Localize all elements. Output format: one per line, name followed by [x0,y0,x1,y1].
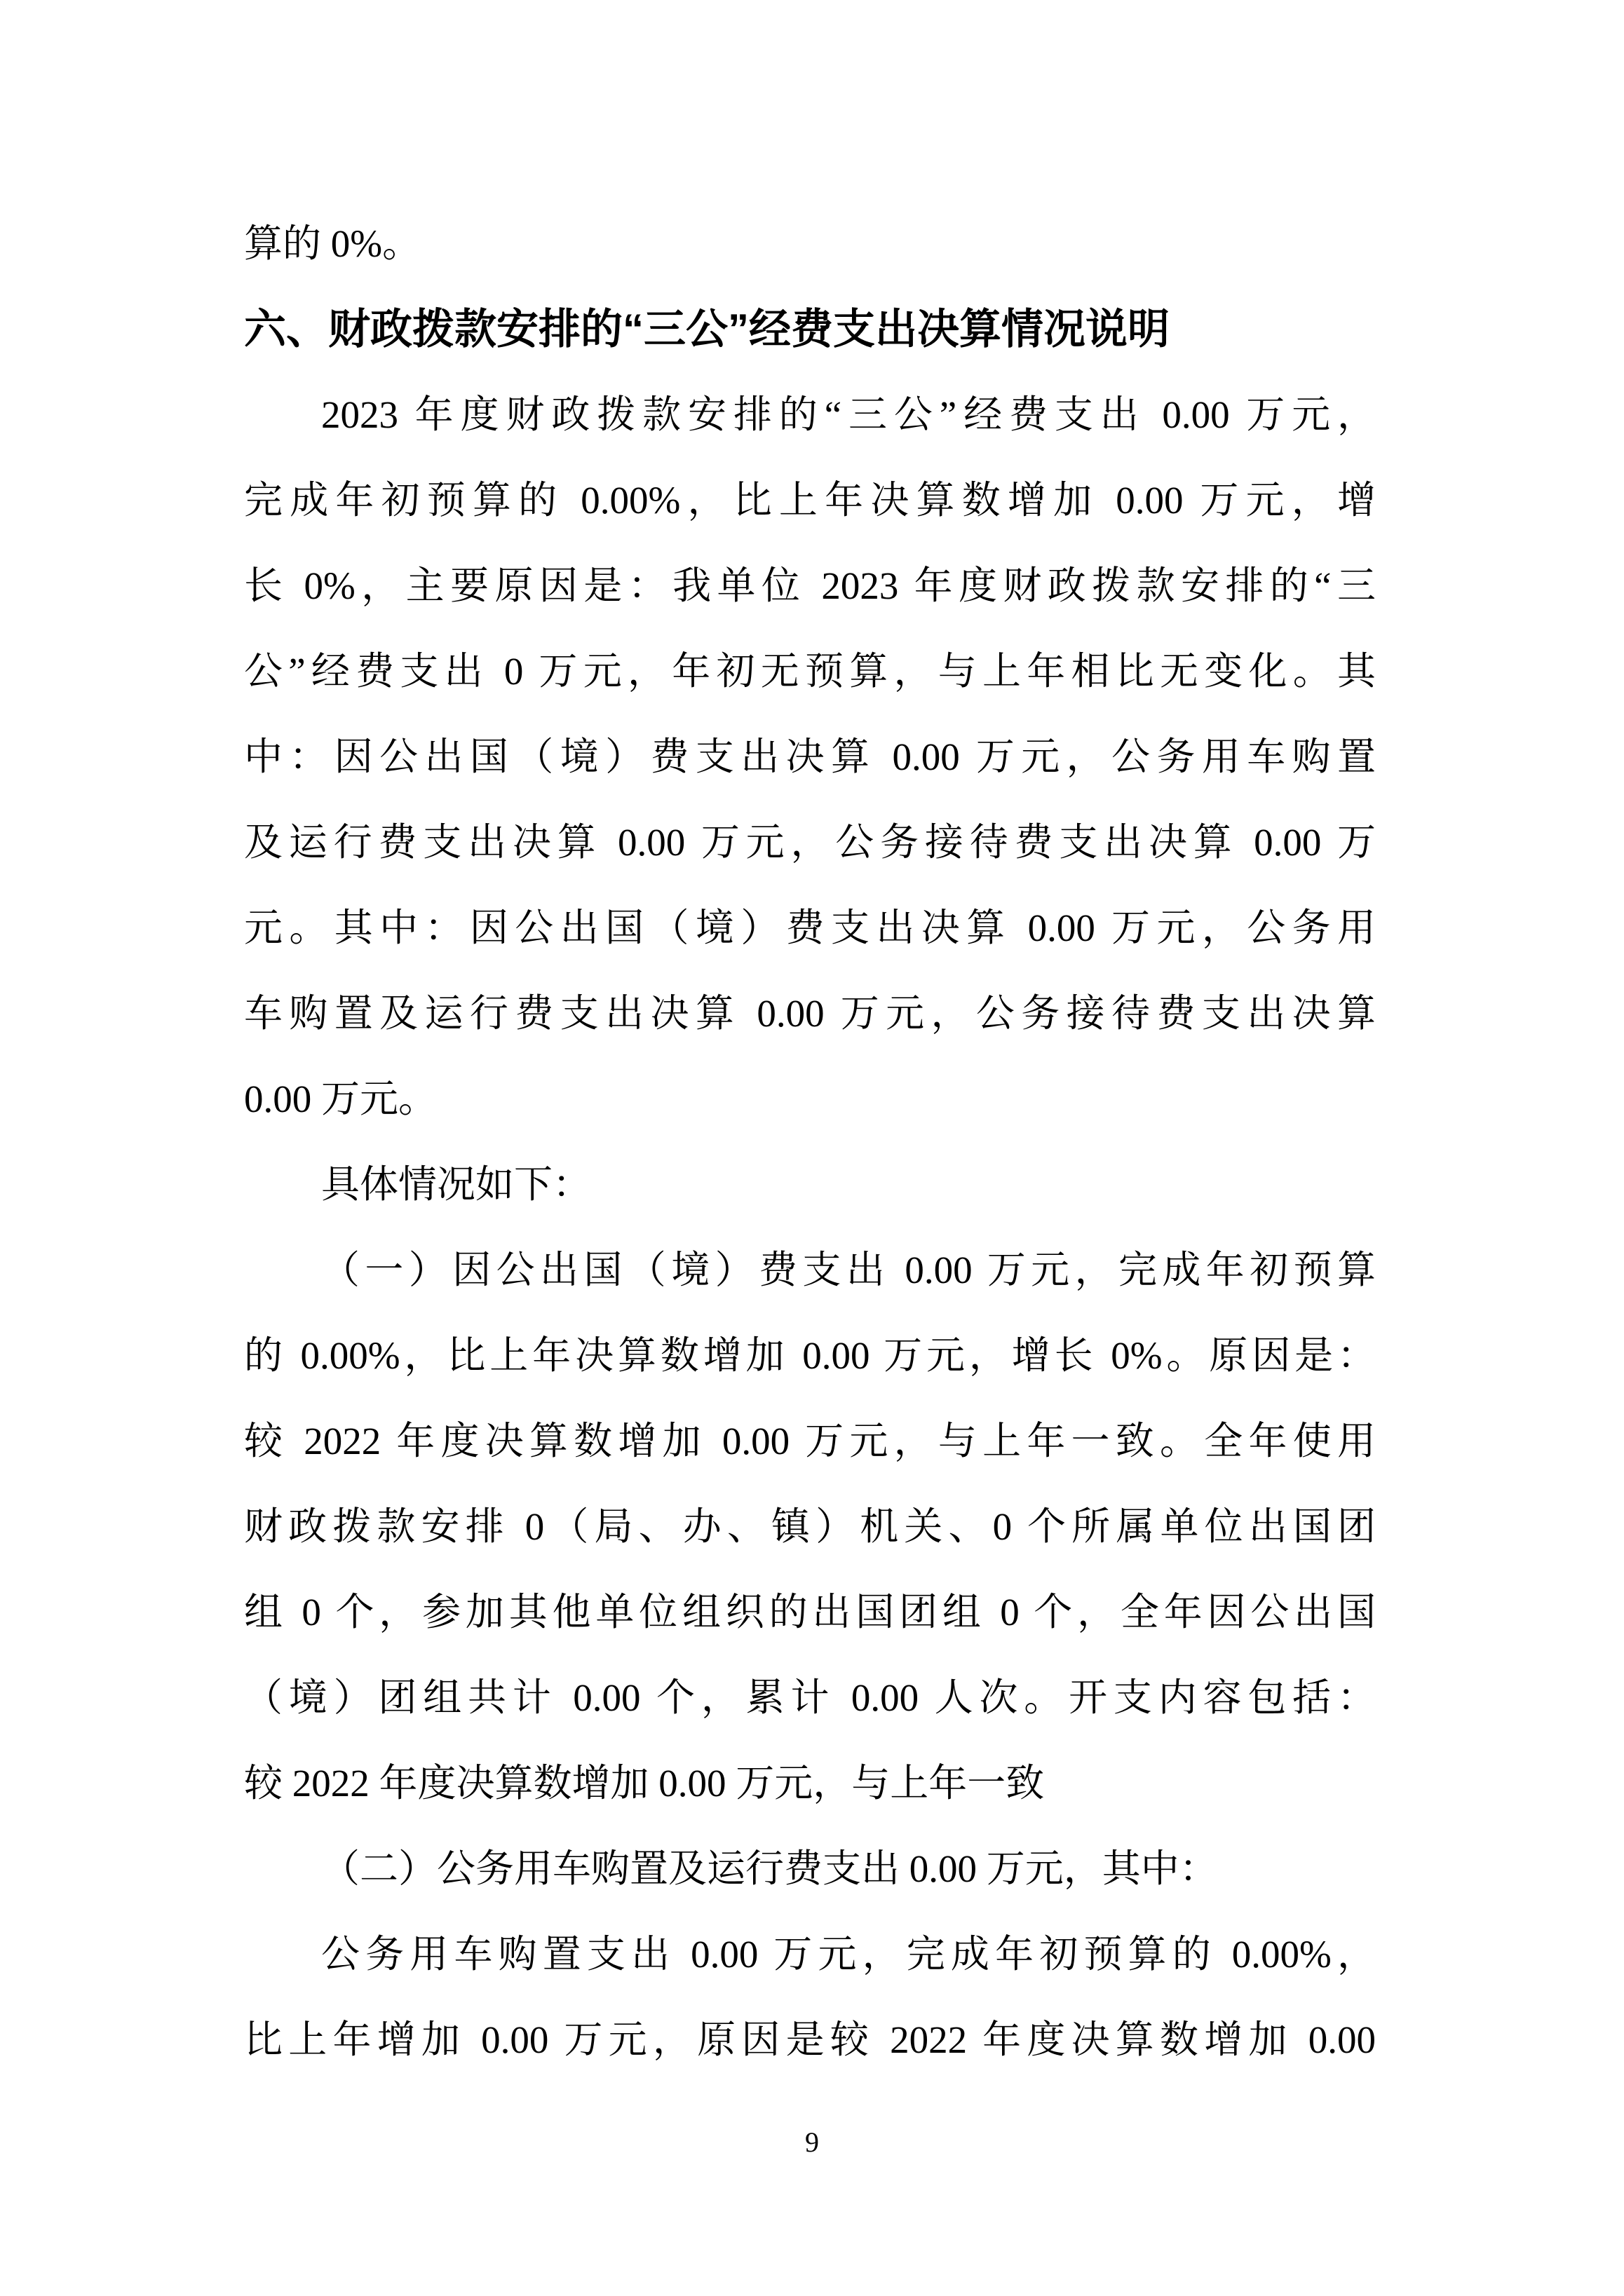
text-line: 算的 0%。 [244,222,421,265]
text-line: （境）团组共计 0.00 个，累计 0.00 人次。开支内容包括： [244,1676,1376,1719]
text-line: 较 2022 年度决算数增加 0.00 万元，与上年一致。全年使用 [244,1420,1376,1462]
text-line: 及运行费支出决算 0.00 万元，公务接待费支出决算 0.00 万 [244,821,1376,864]
text-line: 车购置及运行费支出决算 0.00 万元，公务接待费支出决算 [244,992,1376,1035]
text-line: 组 0 个，参加其他单位组织的出国团组 0 个，全年因公出国 [244,1591,1376,1633]
text-line: 公务用车购置支出 0.00 万元，完成年初预算的 0.00%， [321,1933,1376,1976]
text-line: 元。其中：因公出国（境）费支出决算 0.00 万元，公务用 [244,906,1376,949]
text-line: 完成年初预算的 0.00%，比上年决算数增加 0.00 万元，增 [244,479,1376,522]
text-line: 较 2022 年度决算数增加 0.00 万元，与上年一致 [244,1762,1045,1805]
text-line: 公”经费支出 0 万元，年初无预算，与上年相比无变化。其 [244,650,1376,693]
text-line: 的 0.00%，比上年决算数增加 0.00 万元，增长 0%。原因是： [244,1334,1376,1377]
text-line: 长 0%，主要原因是：我单位 2023 年度财政拨款安排的“三 [244,564,1376,607]
text-line: 财政拨款安排 0（局、办、镇）机关、0 个所属单位出国团 [244,1505,1376,1548]
text-line: （二）公务用车购置及运行费支出 0.00 万元，其中： [321,1847,1218,1890]
text-line: 2023 年度财政拨款安排的“三公”经费支出 0.00 万元， [321,393,1376,436]
text-line: 具体情况如下： [321,1163,592,1206]
section-heading: 六、财政拨款安排的“三公”经费支出决算情况说明 [244,306,1170,353]
text-line: （一）因公出国（境）费支出 0.00 万元，完成年初预算 [321,1249,1376,1291]
page-number: 9 [805,2126,819,2158]
text-line: 中：因公出国（境）费支出决算 0.00 万元，公务用车购置 [244,735,1376,778]
text-block [244,201,1376,2083]
text-line: 0.00 万元。 [244,1078,438,1120]
text-line: 比上年增加 0.00 万元，原因是较 2022 年度决算数增加 0.00 [244,2018,1376,2061]
